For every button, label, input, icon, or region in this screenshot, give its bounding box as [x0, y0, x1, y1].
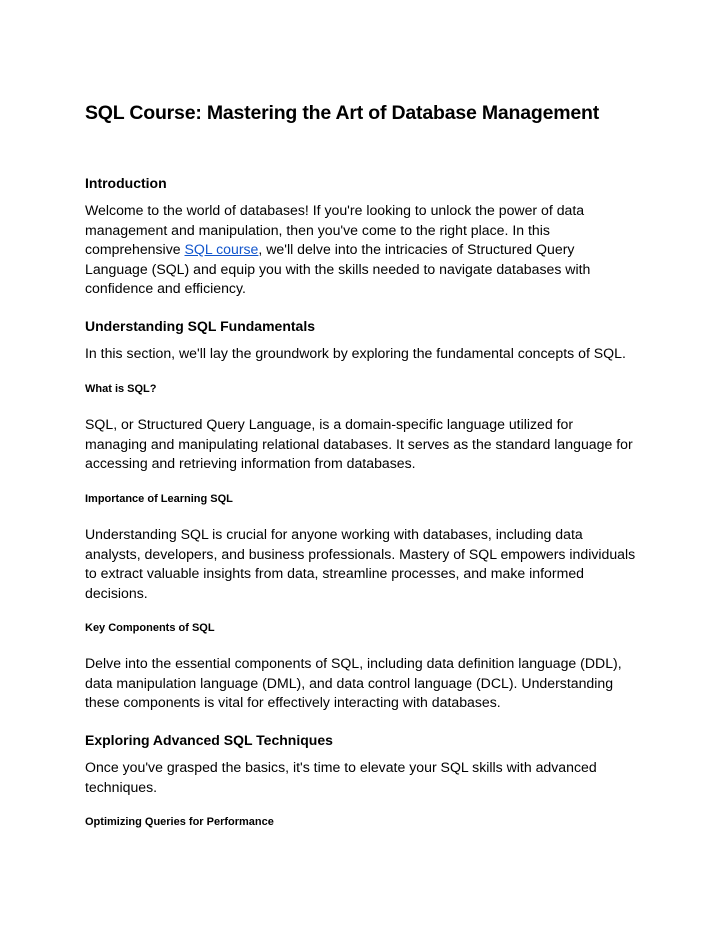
fundamentals-paragraph: In this section, we'll lay the groundwork by exploring the fundamental concepts of SQL. — [85, 345, 626, 361]
key-components-heading: Key Components of SQL — [85, 622, 215, 634]
introduction-paragraph — [85, 201, 637, 299]
optimizing-queries-heading: Optimizing Queries for Performance — [85, 816, 274, 828]
introduction-heading: Introduction — [85, 175, 167, 191]
introduction-text-end: , we'll delve into the intricacies of Structured Query Language (SQL) and equip you with the skills needed to navigate databases with confidence and efficiency. — [85, 241, 591, 296]
advanced-techniques-heading: Exploring Advanced SQL Techniques — [85, 732, 333, 748]
sql-course-link[interactable]: SQL course — [184, 241, 259, 257]
importance-paragraph: Understanding SQL is crucial for anyone working with databases, including data analysts, developers, and business professionals. Mastery of SQL empowers individuals to extract valuable insights from data, streamline processes, and make informed decisions. — [85, 526, 636, 601]
document-title: SQL Course: Mastering the Art of Database Management — [85, 102, 600, 124]
introduction-text-start: Welcome to the world of databases! If you're looking to unlock the power of data management and manipulation, then you've come to the right place. In this comprehensive — [85, 202, 585, 257]
fundamentals-heading: Understanding SQL Fundamentals — [85, 318, 315, 334]
key-components-paragraph: Delve into the essential components of SQL, including data definition language (DDL), data manipulation language (DML), and data control language (DCL). Understanding these components is vital for effectively interacting with databases. — [85, 655, 622, 710]
advanced-techniques-paragraph: Once you've grasped the basics, it's time to elevate your SQL skills with advanced techniques. — [85, 759, 597, 795]
importance-heading: Importance of Learning SQL — [85, 493, 233, 505]
what-is-sql-heading: What is SQL? — [85, 383, 157, 395]
what-is-sql-paragraph: SQL, or Structured Query Language, is a domain-specific language utilized for managing and manipulating relational databases. It serves as the standard language for accessing and retrieving information from databases. — [85, 416, 633, 471]
